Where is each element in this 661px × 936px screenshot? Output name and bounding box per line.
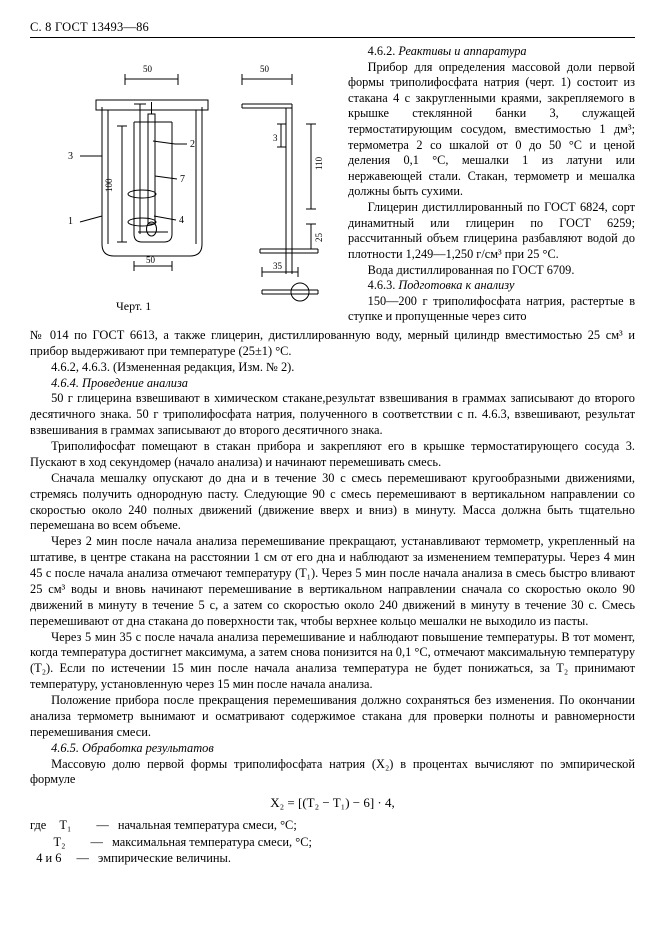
where-line-2 [30,834,635,851]
svg-text:50: 50 [146,255,155,265]
symbol-t1: T₁ [59,817,72,832]
body-paragraph-1: № 014 по ГОСТ 6613, а также глицерин, дистиллированную воду, мерный цилиндр вместимостью 25 см³ и прибор выдерживают при температуре (25±1) °С. [30,327,635,358]
where-line-3 [30,850,635,867]
apparatus-figure [30,44,340,319]
dash-2: — [90,834,103,849]
symbol-t2: T₂ [53,834,66,849]
section-4-6-3-title: Подготовка к анализу [398,278,515,293]
dash-1: — [96,817,109,832]
paragraph-water: Вода дистиллированная по ГОСТ 6709. [367,262,575,277]
section-4-6-2-heading [348,44,635,60]
svg-text:35: 35 [273,261,282,271]
header-rule [30,37,635,38]
definition-t2: максимальная температура смеси, °С; [112,834,312,849]
dash-3: — [76,851,89,866]
body-paragraph-5: Через 2 мин после начала анализа перемешивание прекращают, устанавливают термометр, укрепленный на штативе, в центре стакана на расстоянии 1 см от его дна и наблюдают за изменением температуры. Через 4 мин 45 с после начала анализа отмечают температуру (T₁). Через 5 мин после начала анализа в смесь быстро вливают 25 см³ воды и вновь начинают перемешивание в вертикальном направлении сначала со скоростью около 90 движений в минуту в течение 5 с, а затем со скоростью около 240 движений в минуту в течение 30 с. Смесь перемешивают от дна стакана до поверхности так, чтобы верхнее кольцо мешалки не выходило из пасты. [30,534,635,628]
symbol-constants: 4 и 6 [36,851,62,866]
svg-text:3: 3 [273,133,278,143]
svg-text:25: 25 [314,233,324,242]
svg-text:1: 1 [68,216,73,227]
svg-text:100: 100 [104,178,114,192]
section-4-6-3-heading [348,278,635,294]
body-heading-4-6-5: 4.6.5. Обработка результатов [51,740,214,755]
formula-x2: X₂ = [(T₂ − T₁) − 6] · 4, [270,795,395,811]
where-line-1 [30,817,635,834]
paragraph-apparatus: Прибор для определения массовой доли первой формы триполифосфата натрия (черт. 1) состоит из стакана 4 с закругленными краями, закрепляемого в крышке стеклянной банки 3, служащей термостатирующим сосудом, вместимостью 1 дм³; термометра 2 со шкалой от 0 до 50 °С и ценой деления 0,1 °С, мешалки 1 из латуни или нержавеющей стали. Стакан, термометр и мешалка должны быть сухими. [348,59,635,199]
right-column-text [348,44,635,325]
top-section [30,44,635,325]
section-4-6-2-number: 4.6.2. [367,44,396,58]
svg-text:3: 3 [68,151,73,162]
body-paragraph-amendment: 4.6.2, 4.6.3. (Измененная редакция, Изм. № 2). [51,359,295,374]
section-4-6-2-title: Реактивы и аппаратура [398,44,527,58]
where-word: где [30,817,47,832]
svg-text:50: 50 [143,64,152,74]
definition-t1: начальная температура смеси, °С; [117,817,297,832]
body-paragraph-3: Триполифосфат помещают в стакан прибора и закрепляют его в крышке термостатирующего сосуда 3. Пускают в ход секундомер (начало анализа) и начинают перемешивать смесь. [30,439,635,469]
figure-drawing [30,44,340,319]
page-header: С. 8 ГОСТ 13493—86 [30,20,150,34]
body-paragraph-4: Сначала мешалку опускают до дна и в течение 30 с смесь перемешивают кругообразными движениями, стремясь получить однородную пасту. Следующие 90 с смесь перемешивают в вертикальном направлении со скоростью около 240 полных движений (движение вверх и вниз) в минуту. Масса должна быть тщательно перемешана во всем объеме. [30,470,635,533]
svg-text:4: 4 [179,215,184,226]
body-paragraph-2: 50 г глицерина взвешивают в химическом стакане,результат взвешивания в граммах записывают до второго десятичного знака. 50 г триполифосфата натрия, полученного в соответствии с п. 4.6.3, взвешивают, результат взвешивания в граммах записывают до второго десятичного знака. [30,391,635,438]
body-heading-4-6-4: 4.6.4. Проведение анализа [51,375,188,390]
figure-caption: Черт. 1 [116,299,152,313]
svg-text:50: 50 [260,64,269,74]
section-4-6-3-number: 4.6.3. [367,278,396,293]
main-body-text [30,328,635,867]
body-paragraph-6: Через 5 мин 35 с после начала анализа перемешивание и наблюдают повышение температуры. В тот момент, когда температура достигнет максимума, а затем снова понизится на 0,1 °С, отмечают максимальную температуру (T₂). Если по истечении 15 мин после начала анализа температура не будет понижаться, за T₂ принимают температуру, установленную через 15 мин после начала анализа. [30,629,636,692]
paragraph-preparation: 150—200 г триполифосфата натрия, растертые в ступке и пропущенные через сито [348,293,635,324]
body-paragraph-8: Массовую долю первой формы триполифосфата натрия (X₂) в процентах вычисляют по эмпирической формуле [30,756,635,787]
body-paragraph-7: Положение прибора после прекращения перемешивания должно сохраняться без изменения. По окончании анализа термометр вынимают и осматривают содержимое стакана для проверки полноты и равномерности перемешивания смеси. [30,693,635,739]
definition-constants: эмпирические величины. [98,851,231,866]
svg-text:7: 7 [180,174,185,185]
svg-text:2: 2 [190,139,195,150]
paragraph-glycerin: Глицерин дистиллированный по ГОСТ 6824, сорт динамитный или глицерин по ГОСТ 6259; рассчитанный объем глицерина разбавляют водой до плотности 1,249—1,250 г/см³ при 25 °С. [348,200,635,261]
svg-text:110: 110 [314,156,324,170]
